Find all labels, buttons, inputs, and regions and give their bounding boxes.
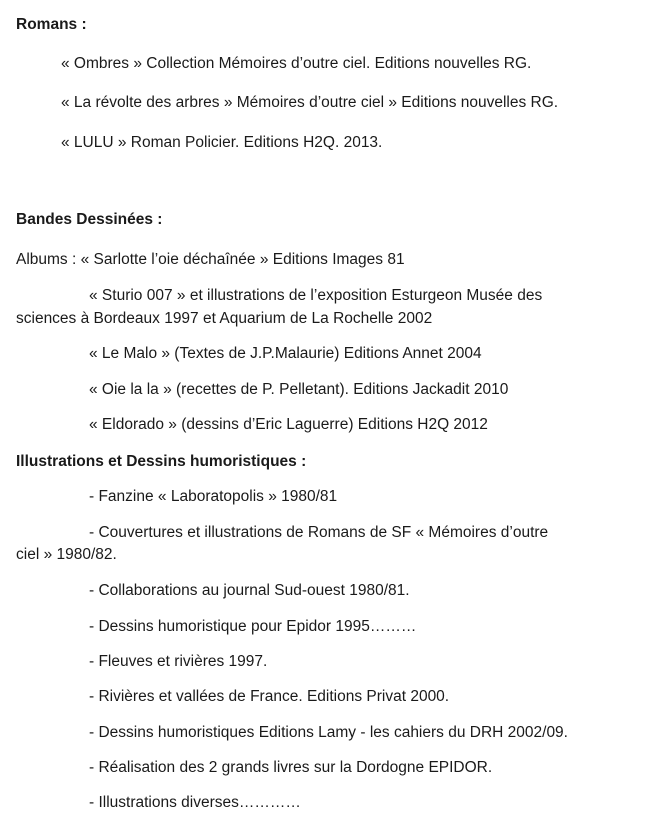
illus-item-diverses: - Illustrations diverses………… xyxy=(89,794,301,811)
illus-item-fleuves: - Fleuves et rivières 1997. xyxy=(89,653,268,670)
bd-item-sturio: « Sturio 007 » et illustrations de l’exposition Esturgeon Musée des xyxy=(89,287,543,304)
bd-item-malo: « Le Malo » (Textes de J.P.Malaurie) Editions Annet 2004 xyxy=(89,345,482,362)
illus-item-fanzine: - Fanzine « Laboratopolis » 1980/81 xyxy=(89,488,338,505)
illus-item-couvertures-continued: ciel » 1980/82. xyxy=(16,546,117,563)
illus-item-sud-ouest: - Collaborations au journal Sud-ouest 1980/81. xyxy=(89,582,410,599)
bd-albums-line: Albums : « Sarlotte l’oie déchaînée » Editions Images 81 xyxy=(16,251,405,268)
bd-item-sturio-continued: sciences à Bordeaux 1997 et Aquarium de La Rochelle 2002 xyxy=(16,310,433,327)
bd-item-eldorado: « Eldorado » (dessins d’Eric Laguerre) Editions H2Q 2012 xyxy=(89,416,488,433)
illus-item-rivieres: - Rivières et vallées de France. Editions Privat 2000. xyxy=(89,688,450,705)
romans-item-revolte: « La révolte des arbres » Mémoires d’outre ciel » Editions nouvelles RG. xyxy=(61,94,559,111)
section-heading-illustrations: Illustrations et Dessins humoristiques : xyxy=(16,453,307,470)
bd-item-oie-la-la: « Oie la la » (recettes de P. Pelletant). Editions Jackadit 2010 xyxy=(89,381,509,398)
section-heading-romans: Romans : xyxy=(16,16,87,33)
romans-item-lulu: « LULU » Roman Policier. Editions H2Q. 2013. xyxy=(61,134,383,151)
illus-item-lamy: - Dessins humoristiques Editions Lamy - les cahiers du DRH 2002/09. xyxy=(89,724,568,741)
romans-item-ombres: « Ombres » Collection Mémoires d’outre ciel. Editions nouvelles RG. xyxy=(61,55,532,72)
illus-item-epidor: - Dessins humoristique pour Epidor 1995……… xyxy=(89,618,417,635)
section-heading-bandes-dessinees: Bandes Dessinées : xyxy=(16,211,163,228)
illus-item-couvertures: - Couvertures et illustrations de Romans de SF « Mémoires d’outre xyxy=(89,524,549,541)
illus-item-dordogne: - Réalisation des 2 grands livres sur la Dordogne EPIDOR. xyxy=(89,759,493,776)
